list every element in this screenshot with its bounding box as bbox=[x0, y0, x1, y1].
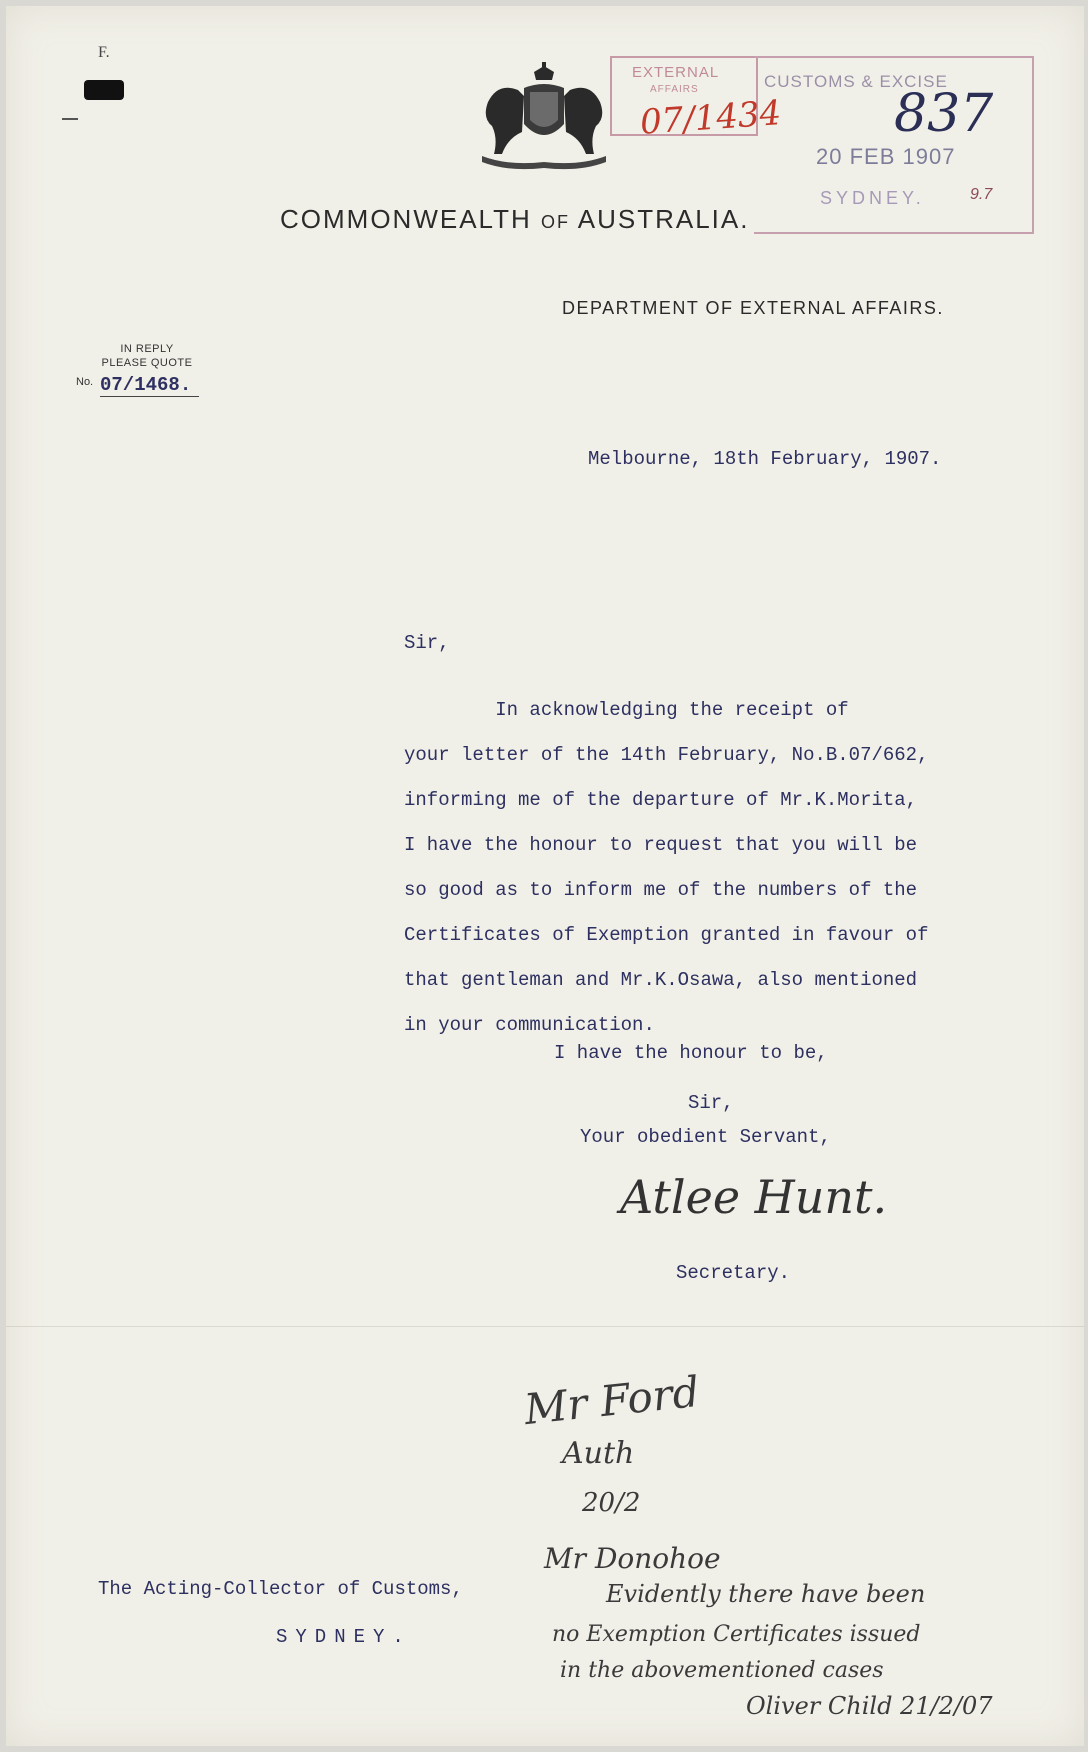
stamp-ext-line1: EXTERNAL bbox=[632, 64, 720, 81]
body-line: I have the honour to request that you will be bbox=[404, 834, 918, 856]
handwritten-note-8: Oliver Child 21/2/07 bbox=[746, 1692, 993, 1720]
salutation: Sir, bbox=[404, 632, 450, 654]
signatory-title: Secretary. bbox=[676, 1262, 791, 1284]
handwritten-note-3: 20/2 bbox=[582, 1488, 641, 1518]
letterhead-title-of: OF bbox=[540, 212, 570, 232]
reply-no-label: No. bbox=[76, 376, 94, 388]
body-line: In acknowledging the receipt of bbox=[404, 699, 849, 721]
closing-line-3: Your obedient Servant, bbox=[580, 1126, 831, 1148]
coat-of-arms-icon bbox=[468, 62, 620, 172]
letterhead-title-post: AUSTRALIA. bbox=[577, 204, 750, 234]
handwritten-note-5: Evidently there have been bbox=[606, 1580, 926, 1608]
handwritten-note-4: Mr Donohoe bbox=[544, 1542, 721, 1575]
letterhead-title bbox=[280, 204, 749, 235]
reply-label-line2: PLEASE QUOTE bbox=[101, 357, 193, 369]
handwritten-note-2: Auth bbox=[562, 1436, 635, 1471]
stamp-ext-number: 07/1434 bbox=[638, 93, 783, 143]
closing-line-1: I have the honour to be, bbox=[554, 1042, 828, 1064]
stamp-ext-line2: AFFAIRS bbox=[650, 84, 699, 95]
letter-page bbox=[6, 6, 1084, 1746]
body-line: Certificates of Exemption granted in favour of bbox=[404, 924, 929, 946]
addressee-line-2: SYDNEY. bbox=[276, 1626, 412, 1648]
ink-blot bbox=[84, 80, 124, 100]
handwritten-note-6: no Exemption Certificates issued bbox=[552, 1622, 921, 1647]
handwritten-note-7: in the abovementioned cases bbox=[560, 1658, 884, 1683]
body-line: informing me of the departure of Mr.K.Morita, bbox=[404, 789, 918, 811]
reply-number: 07/1468. bbox=[100, 374, 199, 397]
body-line: in your communication. bbox=[404, 1014, 655, 1036]
body-line: so good as to inform me of the numbers of the bbox=[404, 879, 918, 901]
dateline: Melbourne, 18th February, 1907. bbox=[588, 448, 942, 470]
stamp-customs-number: 837 bbox=[894, 84, 994, 144]
letterhead-title-pre: COMMONWEALTH bbox=[280, 204, 532, 234]
reply-label bbox=[88, 342, 206, 370]
customs-excise-stamp bbox=[754, 56, 1034, 234]
stamp-customs-city: SYDNEY. bbox=[820, 188, 925, 208]
addressee-line-1: The Acting-Collector of Customs, bbox=[98, 1578, 463, 1600]
stamp-customs-line: CUSTOMS & EXCISE bbox=[764, 72, 948, 91]
stamp-customs-date: 20 FEB 1907 bbox=[816, 144, 956, 169]
margin-dash bbox=[62, 118, 78, 120]
signature: Atlee Hunt. bbox=[620, 1170, 888, 1224]
body-line: that gentleman and Mr.K.Osawa, also mentioned bbox=[404, 969, 918, 991]
stamp-customs-initials: 9.7 bbox=[970, 186, 993, 203]
letter-body bbox=[404, 688, 1044, 1048]
handwritten-note-1: Mr Ford bbox=[521, 1366, 702, 1435]
reply-label-line1: IN REPLY bbox=[120, 343, 174, 355]
closing-line-2: Sir, bbox=[688, 1092, 734, 1114]
corner-mark: F. bbox=[98, 44, 110, 61]
department-name: DEPARTMENT OF EXTERNAL AFFAIRS. bbox=[562, 298, 944, 318]
body-line: your letter of the 14th February, No.B.07/662, bbox=[404, 744, 929, 766]
external-affairs-stamp bbox=[610, 56, 783, 143]
